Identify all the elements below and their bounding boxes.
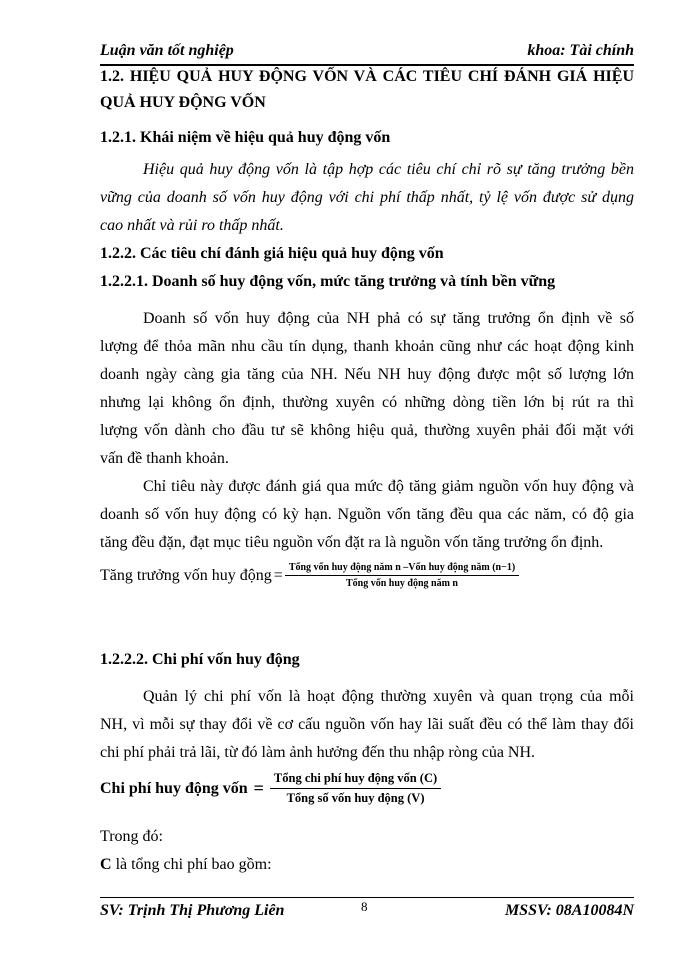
heading-1-2-2-1: 1.2.2.1. Doanh số huy động vốn, mức tăng trưởng và tính bền vững [100, 273, 556, 290]
definition-line-3: cao nhất và rủi ro thấp nhất. [100, 217, 284, 234]
cost-formula [100, 771, 441, 806]
c-description: là tổng chi phí bao gồm: [111, 856, 272, 873]
c-symbol: C [100, 856, 112, 873]
definition-line-1: Hiệu quả huy động vốn là tập hợp các tiêu chí chỉ rõ sự tăng trưởng bền [143, 161, 634, 178]
footer-student-name: SV: Trịnh Thị Phương Liên [100, 902, 285, 919]
growth-formula-numerator: Tổng vốn huy động năm n –Vốn huy động năm (n−1) [285, 562, 519, 576]
para3-line-2: NH, vì mỗi sự thay đổi về cơ cấu nguồn vốn hay lãi suất đều có thể làm thay đổi [100, 716, 634, 733]
growth-formula-fraction [285, 562, 519, 589]
page-number: 8 [361, 899, 368, 914]
page-header [100, 40, 634, 66]
header-right: khoa: Tài chính [527, 42, 634, 59]
para2-line-1: Chỉ tiêu này được đánh giá qua mức độ tăng giảm nguồn vốn huy động và [143, 478, 634, 495]
para1-line-3: doanh ngày càng gia tăng của NH. Nếu NH huy động được một số lượng lớn [100, 366, 634, 383]
growth-formula-denominator: Tổng vốn huy động năm n [345, 578, 458, 589]
para3-line-1: Quản lý chi phí vốn là hoạt động thường xuyên và quan trọng của mỗi [143, 688, 634, 705]
definition-line-2: vững của doanh số vốn huy động với chi phí thấp nhất, tỷ lệ vốn được sử dụng [100, 189, 634, 206]
para2-line-3: tăng đều đặn, đạt mục tiêu nguồn vốn đặt ra là nguồn vốn tăng trưởng ổn định. [100, 534, 604, 551]
section-title-line-2: QUẢ HUY ĐỘNG VỐN [100, 94, 266, 111]
cost-formula-fraction [270, 771, 441, 806]
cost-formula-lhs: Chi phí huy động vốn [100, 779, 248, 797]
heading-1-2-1: 1.2.1. Khái niệm về hiệu quả huy động vốn [100, 129, 391, 146]
para2-line-2: doanh số vốn huy động có kỳ hạn. Nguồn vốn tăng đều qua các năm, có độ gia [100, 506, 634, 523]
footer-student-id: MSSV: 08A10084N [504, 902, 634, 919]
heading-1-2-2: 1.2.2. Các tiêu chí đánh giá hiệu quả huy động vốn [100, 245, 444, 262]
cost-formula-denominator: Tổng số vốn huy động (V) [286, 791, 425, 805]
section-title-line-1: 1.2. HIỆU QUẢ HUY ĐỘNG VỐN VÀ CÁC TIÊU CHÍ ĐÁNH GIÁ HIỆU [100, 68, 634, 85]
heading-1-2-2-2: 1.2.2.2. Chi phí vốn huy động [100, 651, 300, 668]
growth-formula-lhs: Tăng trưởng vốn huy động [100, 566, 272, 584]
para3-line-3: chi phí phải trả lãi, từ đó làm ảnh hưởng đến thu nhập ròng của NH. [100, 744, 536, 761]
para1-line-2: lượng để thỏa mãn nhu cầu tín dụng, thanh khoản cũng như các hoạt động kinh [100, 338, 634, 355]
c-definition [100, 855, 634, 875]
para1-line-6: vấn đề thanh khoản. [100, 450, 229, 467]
cost-formula-numerator: Tổng chi phí huy động vốn (C) [270, 771, 441, 789]
header-left: Luận văn tốt nghiệp [100, 42, 234, 59]
trong-do-label: Trong đó: [100, 828, 163, 845]
para1-line-4: nhưng lại không ổn định, thường xuyên có những dòng tiền lớn bị rút ra thì [100, 394, 634, 411]
equals-sign: = [273, 566, 283, 584]
growth-formula [100, 562, 519, 589]
para1-line-1: Doanh số vốn huy động của NH phả có sự tăng trưởng ổn định về số [143, 310, 634, 327]
equals-sign: = [253, 778, 264, 798]
para1-line-5: lượng vốn dành cho đầu tư sẽ không hiệu quả, thường xuyên phải đối mặt với [100, 422, 634, 439]
